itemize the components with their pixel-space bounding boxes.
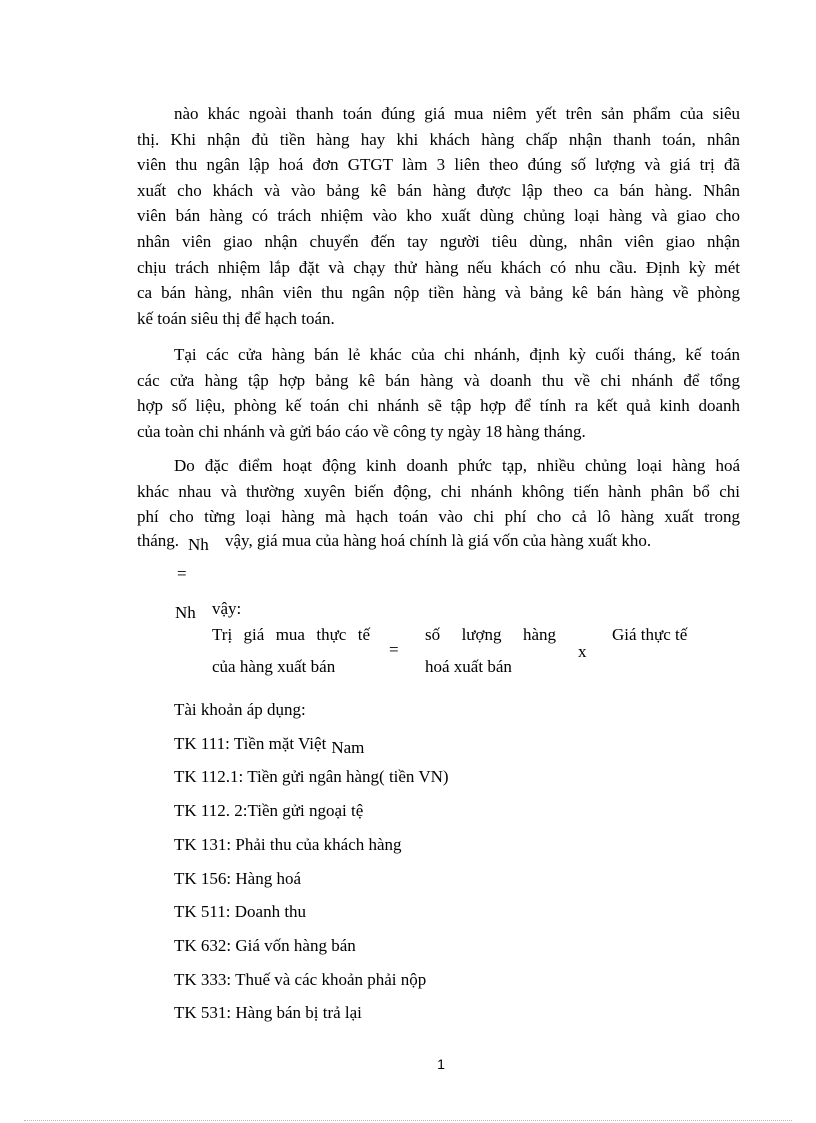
paragraph-3-last-start: tháng.	[137, 531, 180, 550]
paragraph-line: của toàn chi nhánh và gửi báo cáo về công ty ngày 18 hàng tháng.	[137, 421, 586, 441]
page-number: 1	[437, 1056, 445, 1072]
paragraph-line: chịu trách nhiệm lắp đặt và chạy thử hàng nếu khách có nhu cầu. Định kỳ mét	[137, 257, 740, 277]
formula-left-line2: của hàng xuất bán	[212, 657, 336, 676]
nh-vay-text: vậy:	[212, 599, 242, 618]
list-item: TK 333: Thuế và các khoản phải nộp	[174, 970, 427, 989]
paragraph-line: nhân viên giao nhận chuyển đến tay người tiêu dùng, nhân viên giao nhận	[137, 231, 740, 251]
nh-fragment: Nh	[188, 535, 209, 554]
account-subtext: Nam	[331, 738, 365, 757]
paragraph-line: nào khác ngoài thanh toán đúng giá mua niêm yết trên sản phẩm của siêu	[174, 104, 740, 123]
page-bottom-divider	[24, 1120, 792, 1121]
formula-mid-line2: hoá xuất bán	[425, 657, 512, 676]
paragraph-line: hợp số liệu, phòng kế toán chi nhánh sẽ tập hợp để tính ra kết quả kinh doanh	[137, 396, 740, 416]
formula-left-line1: Trị giá mua thực tế	[212, 625, 370, 644]
paragraph-line: khác nhau và thường xuyên biến động, chi nhánh không tiến hành phân bổ chi	[137, 481, 740, 501]
formula-equals: =	[389, 640, 399, 659]
formula-right: Giá thực tế	[612, 625, 688, 644]
paragraph-line: Tại các cửa hàng bán lẻ khác của chi nhánh, định kỳ cuối tháng, kế toán	[174, 345, 740, 364]
list-item	[174, 734, 365, 757]
paragraph-line: xuất cho khách và vào bảng kê bán hàng được lập theo ca bán hàng. Nhân	[137, 180, 740, 200]
accounts-heading: Tài khoản áp dụng:	[174, 700, 306, 719]
list-item: TK 632: Giá vốn hàng bán	[174, 936, 356, 955]
paragraph-3	[137, 453, 740, 530]
list-item: TK 511: Doanh thu	[174, 902, 307, 921]
list-item: TK 531: Hàng bán bị trả lại	[174, 1003, 362, 1022]
paragraph-2	[137, 342, 740, 444]
list-item: TK 156: Hàng hoá	[174, 869, 302, 888]
paragraph-line: ca bán hàng, nhân viên thu ngân nộp tiền hàng và bảng kê bán hàng về phòng	[137, 283, 740, 303]
paragraph-1	[137, 101, 740, 331]
paragraph-line: kế toán siêu thị để hạch toán.	[137, 308, 335, 328]
list-item: TK 112.1: Tiền gửi ngân hàng( tiền VN)	[174, 767, 449, 786]
paragraph-line: viên bán hàng có trách nhiệm vào kho xuất dùng chủng loại hàng và giao cho	[137, 206, 740, 226]
formula-mid-line1: số lượng hàng	[425, 625, 556, 644]
list-item: TK 131: Phải thu của khách hàng	[174, 835, 402, 854]
nh-fragment: Nh	[175, 603, 196, 622]
paragraph-line: Do đặc điểm hoạt động kinh doanh phức tạp, nhiều chủng loại hàng hoá	[174, 456, 740, 475]
list-item: TK 112. 2:Tiền gửi ngoại tệ	[174, 801, 364, 820]
paragraph-line: phí cho từng loại hàng mà hạch toán vào chi phí cho cả lô hàng xuất trong	[137, 507, 740, 527]
account-text: TK 111: Tiền mặt Việt	[174, 734, 327, 753]
formula-times: x	[578, 642, 587, 661]
paragraph-line: viên thu ngân lập hoá đơn GTGT làm 3 liên theo đúng số lượng và giá trị đã	[137, 155, 740, 175]
paragraph-3-last-rest: vậy, giá mua của hàng hoá chính là giá vốn của hàng xuất kho.	[225, 531, 652, 550]
paragraph-line: thị. Khi nhận đủ tiền hàng hay khi khách hàng chấp nhận thanh toán, nhân	[137, 129, 740, 149]
paragraph-line: các cửa hàng tập hợp bảng kê bán hàng và doanh thu về chi nhánh để tổng	[137, 370, 740, 390]
stray-equals: =	[177, 564, 187, 583]
